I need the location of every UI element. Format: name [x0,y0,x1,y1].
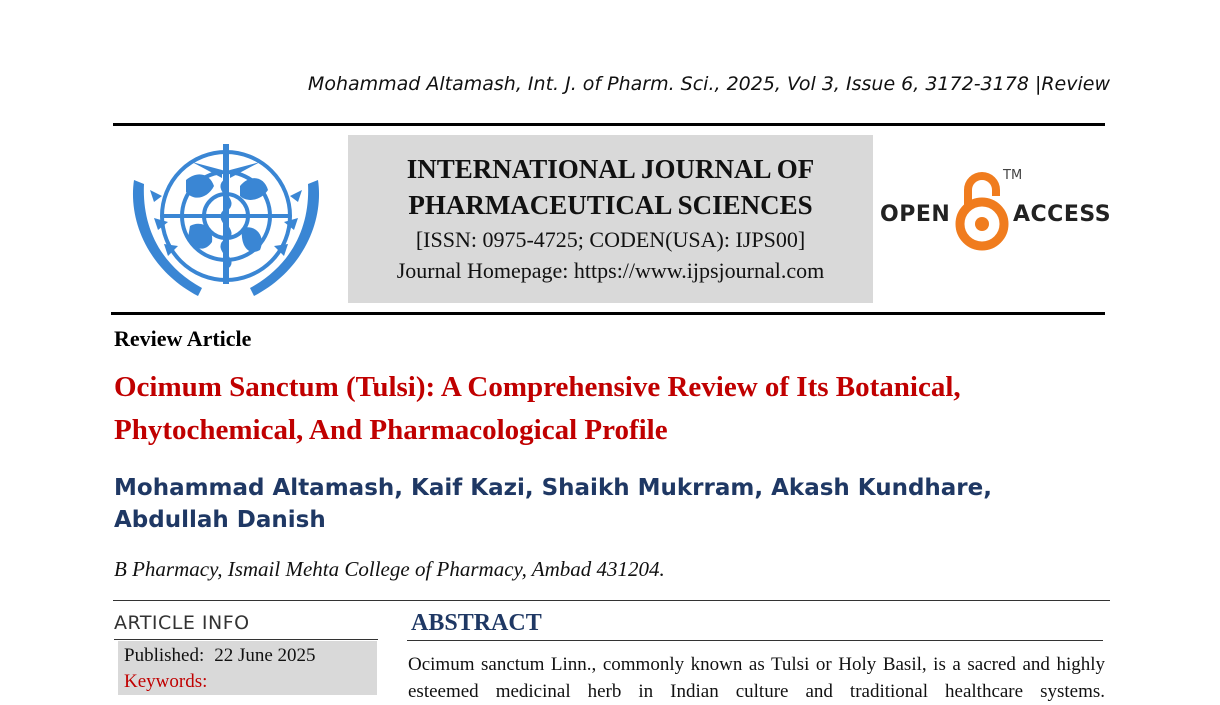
published-line [124,645,316,667]
abstract-rule [407,640,1103,641]
article-info-box [118,641,377,695]
article-type: Review Article [114,326,252,351]
article-info-heading: ARTICLE INFO [114,612,250,634]
author-affiliation: B Pharmacy, Ismail Mehta College of Pharmacy, Ambad 431204. [114,557,665,581]
journal-issn: [ISSN: 0975-4725; CODEN(USA): IJPS00] [415,227,806,252]
header-rule-top [113,123,1105,126]
article-info-rule [114,639,378,640]
running-head: Mohammad Altamash, Int. J. of Pharm. Sci., 2025, Vol 3, Issue 6, 3172-3178 |Review [307,73,1110,95]
open-access-access-text: ACCESS [1013,202,1112,227]
journal-title-line1: INTERNATIONAL JOURNAL OF [406,154,815,184]
open-access-open-text: OPEN [880,202,951,227]
article-title-line2: Phytochemical, And Pharmacological Profile [114,414,668,446]
article-title-line1: Ocimum Sanctum (Tulsi): A Comprehensive Review of Its Botanical, [114,371,961,403]
open-lock-icon [954,168,1010,254]
published-date: 22 June 2025 [214,645,316,666]
abstract-heading: ABSTRACT [411,610,542,636]
journal-logo [128,140,324,306]
keywords-label: Keywords: [124,671,208,692]
journal-title-line2: PHARMACEUTICAL SCIENCES [408,190,813,220]
affiliation-rule [113,600,1110,601]
article-title [114,366,1104,452]
header-rule-bottom [111,312,1105,315]
open-access-logo [880,168,1112,256]
trademark-mark: TM [1003,168,1023,183]
journal-banner [348,135,873,303]
article-authors: Mohammad Altamash, Kaif Kazi, Shaikh Mukrram, Akash Kundhare, Abdullah Danish [114,475,992,533]
published-label: Published: [124,645,205,666]
abstract-text: Ocimum sanctum Linn., commonly known as Tulsi or Holy Basil, is a sacred and highly esteemed medicinal herb in Indian culture and traditional healthcare systems. [408,654,1105,702]
journal-homepage: Journal Homepage: https://www.ijpsjournal.com [396,258,825,283]
